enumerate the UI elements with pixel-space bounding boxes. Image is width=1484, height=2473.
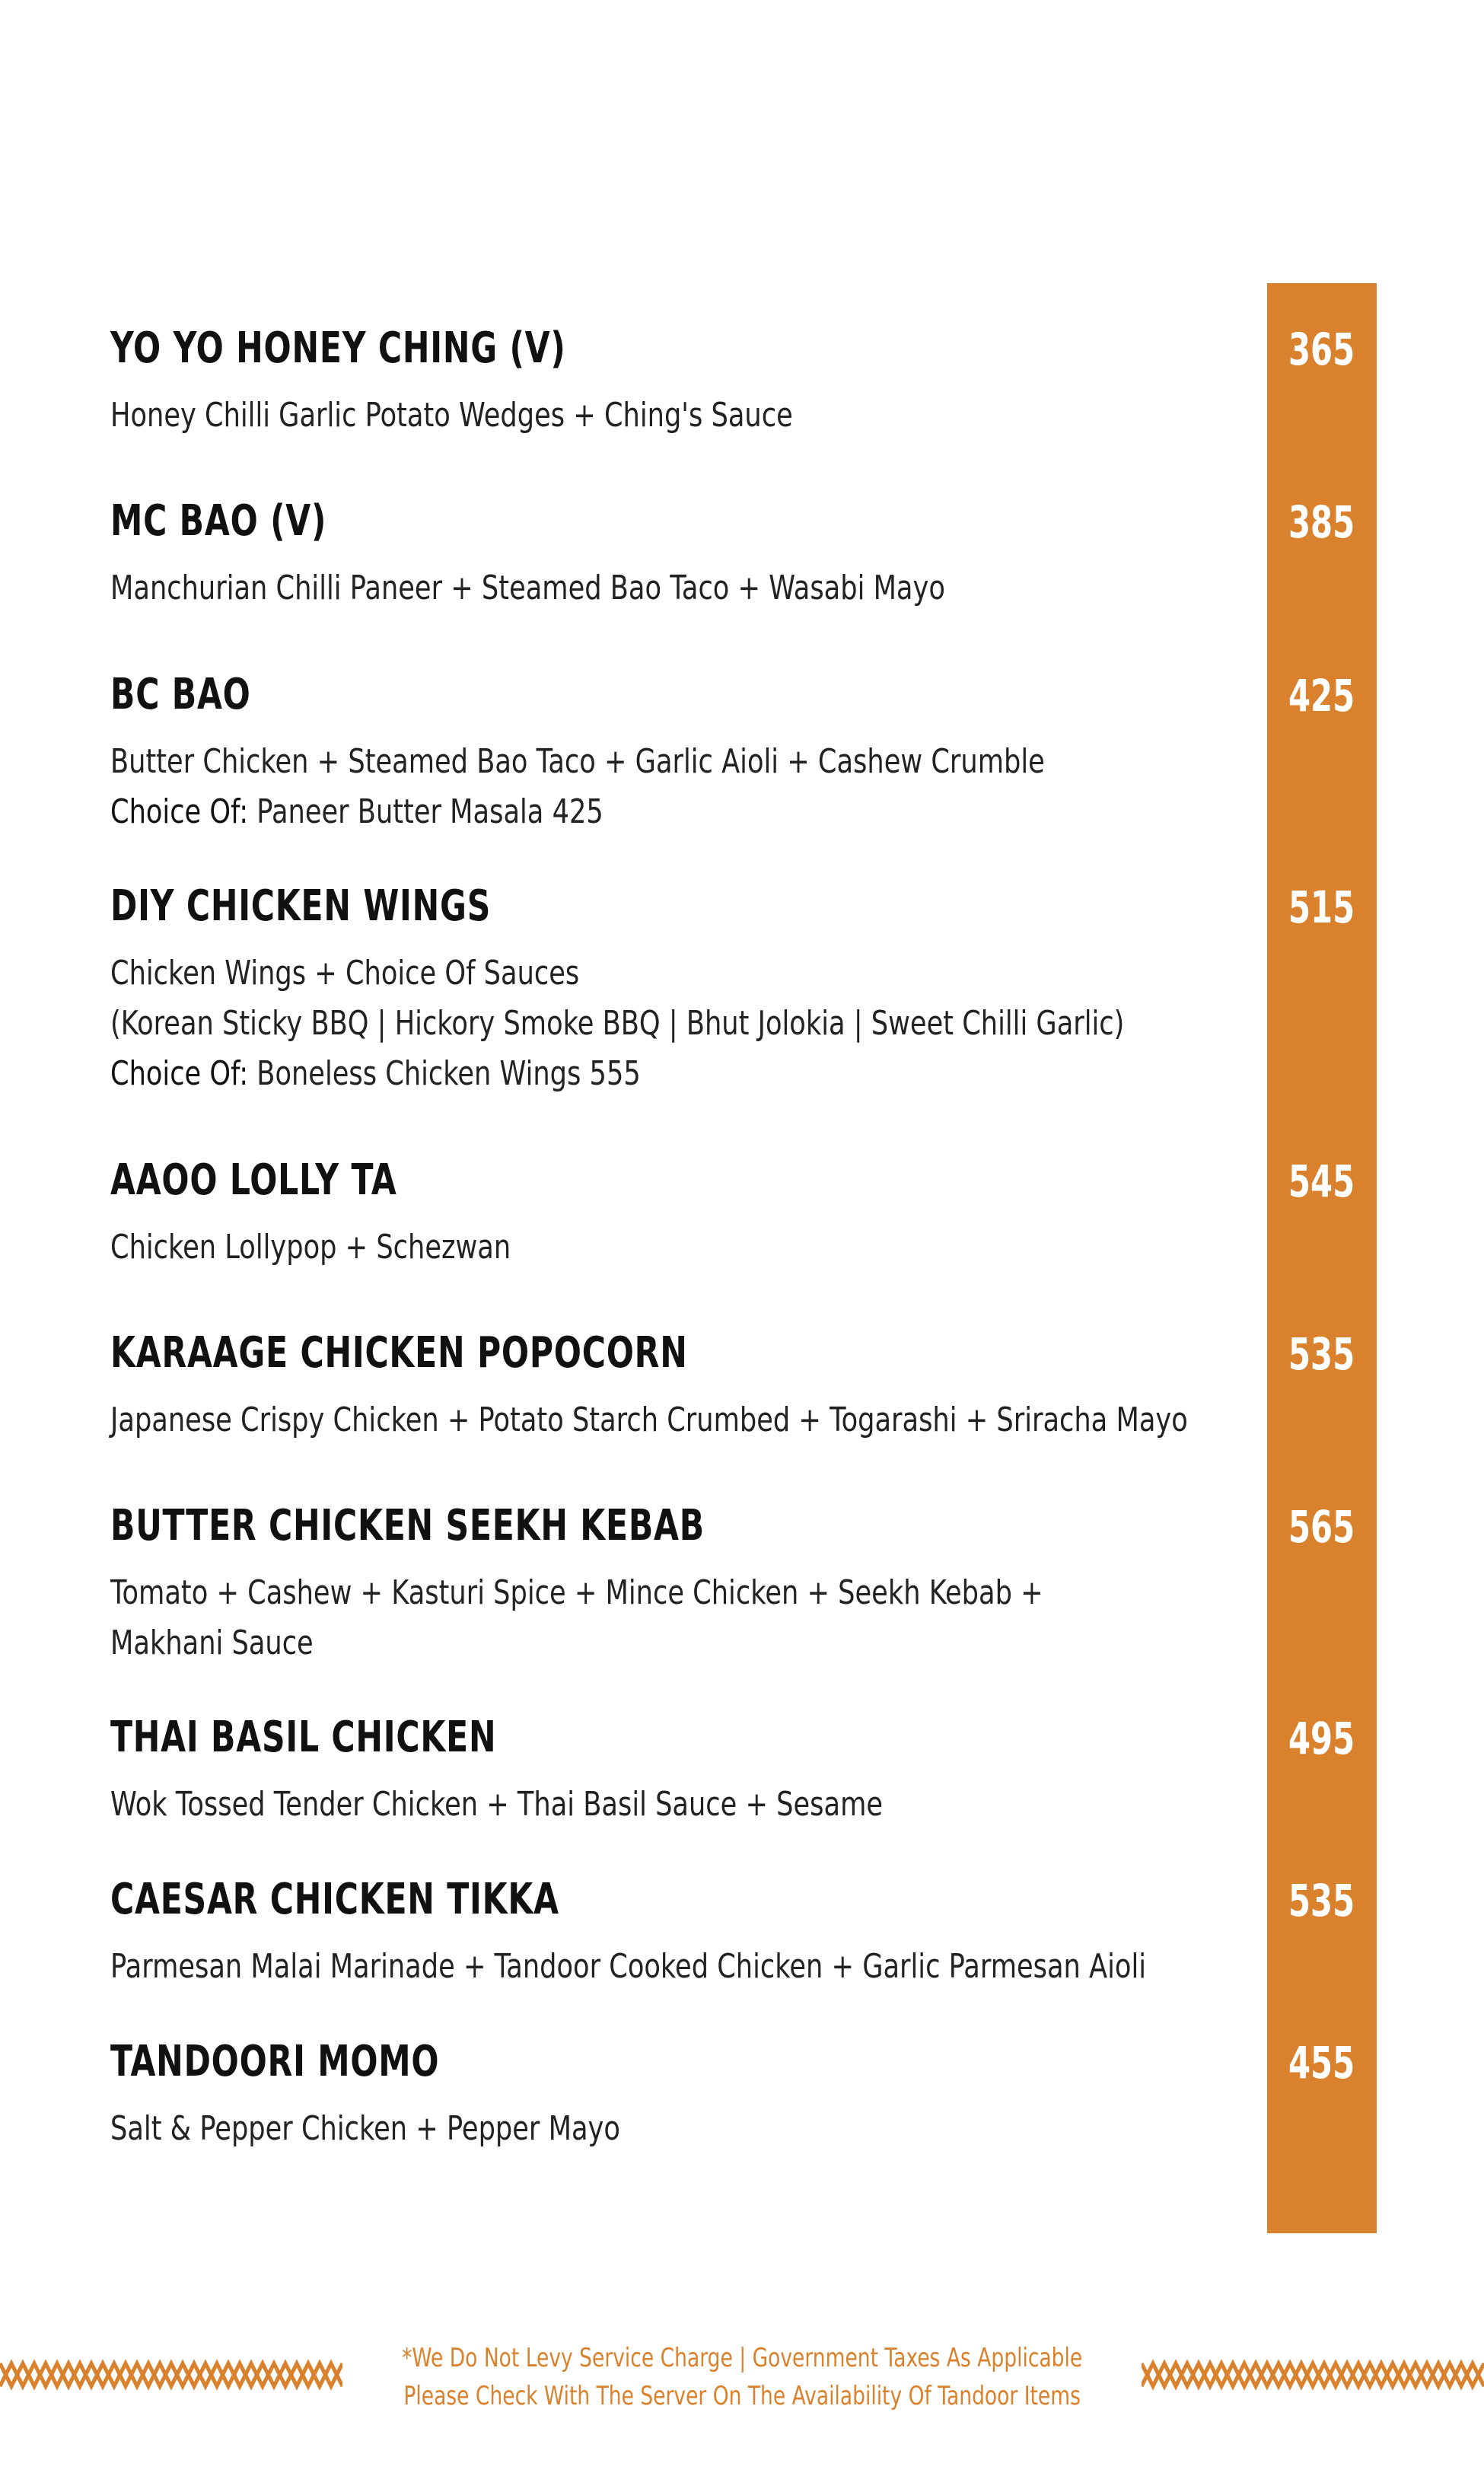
item-choice (110, 1049, 641, 1099)
item-price: 545 (1288, 1155, 1355, 1207)
item-name: KARAAGE CHICKEN POPOCORN (110, 1328, 688, 1378)
price-column-band (1267, 283, 1377, 2233)
item-description: Manchurian Chilli Paneer + Steamed Bao Taco + Wasabi Mayo (110, 569, 945, 607)
item-choice (110, 787, 603, 837)
item-description: Wok Tossed Tender Chicken + Thai Basil Sauce + Sesame (110, 1785, 884, 1824)
item-description: Butter Chicken + Steamed Bao Taco + Garlic Aioli + Cashew Crumble (110, 742, 1045, 781)
item-name: TANDOORI MOMO (110, 2037, 440, 2086)
item-description: Salt & Pepper Chicken + Pepper Mayo (110, 2109, 620, 2148)
choice-value: Boneless Chicken Wings 555 (248, 1054, 641, 1093)
item-name: BUTTER CHICKEN SEEKH KEBAB (110, 1501, 705, 1550)
item-price: 385 (1288, 496, 1355, 548)
item-description: Chicken Lollypop + Schezwan (110, 1228, 511, 1267)
item-description: Makhani Sauce (110, 1624, 314, 1662)
item-description: Honey Chilli Garlic Potato Wedges + Ching's Sauce (110, 396, 793, 435)
item-price: 425 (1288, 670, 1355, 722)
item-price: 455 (1288, 2037, 1355, 2089)
item-description: Parmesan Malai Marinade + Tandoor Cooked Chicken + Garlic Parmesan Aioli (110, 1947, 1147, 1986)
choice-label: Choice Of: (110, 792, 249, 831)
item-name: DIY CHICKEN WINGS (110, 881, 492, 931)
choice-label: Choice Of: (110, 1054, 249, 1093)
item-price: 565 (1288, 1501, 1355, 1553)
choice-value: Paneer Butter Masala 425 (248, 792, 603, 831)
item-description: (Korean Sticky BBQ | Hickory Smoke BBQ | Bhut Jolokia | Sweet Chilli Garlic) (110, 1004, 1125, 1043)
item-description: Japanese Crispy Chicken + Potato Starch Crumbed + Togarashi + Sriracha Mayo (110, 1401, 1188, 1439)
item-price: 365 (1288, 323, 1355, 375)
item-price: 515 (1288, 881, 1355, 933)
item-name: BC BAO (110, 670, 251, 719)
item-name: YO YO HONEY CHING (V) (110, 323, 566, 373)
item-name: MC BAO (V) (110, 496, 327, 546)
item-name: AAOO LOLLY TA (110, 1155, 397, 1205)
item-name: THAI BASIL CHICKEN (110, 1713, 497, 1762)
item-price: 535 (1288, 1875, 1355, 1926)
item-name: CAESAR CHICKEN TIKKA (110, 1875, 559, 1924)
item-price: 535 (1288, 1328, 1355, 1380)
footer-service-charge-note: *We Do Not Levy Service Charge | Government Taxes As Applicable (401, 2343, 1083, 2373)
footer-tandoor-note: Please Check With The Server On The Availability Of Tandoor Items (403, 2381, 1081, 2411)
item-price: 495 (1288, 1713, 1355, 1764)
item-description: Chicken Wings + Choice Of Sauces (110, 954, 580, 993)
item-description: Tomato + Cashew + Kasturi Spice + Mince Chicken + Seekh Kebab + (110, 1573, 1043, 1612)
